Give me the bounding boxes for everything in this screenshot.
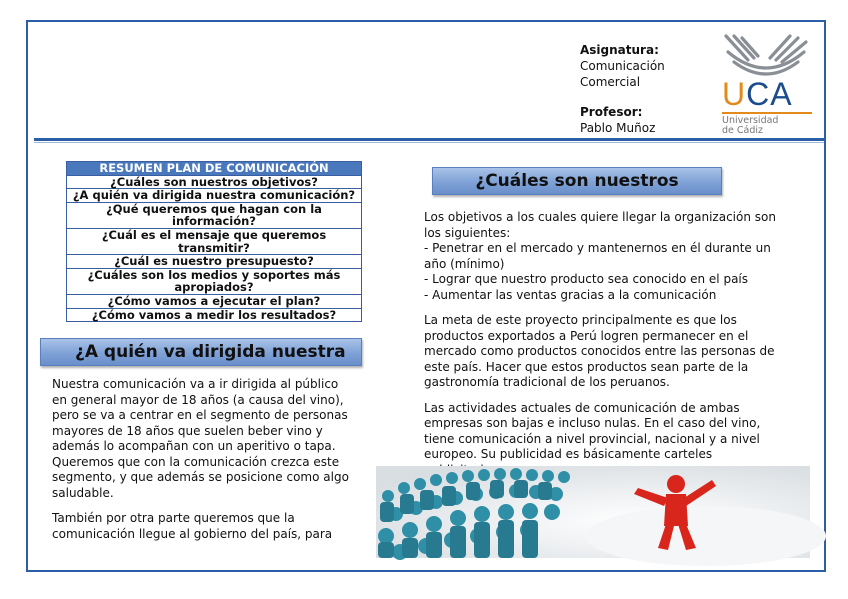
summary-table: [66, 161, 362, 322]
crowd-illustration-icon: [376, 466, 810, 558]
uca-wordmark: UCA: [722, 76, 793, 112]
subject-label: Asignatura:: [580, 43, 659, 57]
crowd-leader-image: [376, 466, 810, 558]
table-row: ¿Cómo vamos a ejecutar el plan?: [67, 294, 362, 308]
table-row: ¿Qué queremos que hagan con la información?: [67, 202, 362, 228]
subject-value-line1: Comunicación: [580, 59, 665, 73]
paragraph: También por otra parte queremos que la comunicación llegue al gobierno del país, para: [52, 511, 333, 541]
paragraph: La meta de este proyecto principalmente es que los productos exportados a Perú logren permanecer en el mercado como productos conocidos entre las personas de este país. Hacer que estos productos sean parte de la gastronomía tradicional de los peruanos.: [424, 313, 775, 389]
table-row: ¿A quién va dirigida nuestra comunicación?: [67, 189, 362, 203]
subject-value-line2: Comercial: [580, 75, 641, 89]
paragraph: - Lograr que nuestro producto sea conocido en el país: [424, 272, 749, 286]
summary-table-header: RESUMEN PLAN DE COMUNICACIÓN: [67, 162, 362, 176]
paragraph: Los objetivos a los cuales quiere llegar la organización son los siguientes:: [424, 210, 776, 240]
paragraph: - Aumentar las ventas gracias a la comunicación: [424, 287, 717, 302]
header-divider-shadow: [34, 142, 824, 143]
university-name: Universidad de Cádiz: [722, 115, 779, 136]
objectives-text: [424, 210, 784, 464]
paragraph: Las actividades actuales de comunicación de ambas empresas son bajas e incluso nulas. En el caso del vino, tiene comunicación a nivel provincial, nacional y a nivel europeo. Su publicidad es básicamente carteles: [424, 400, 761, 461]
table-row: ¿Cuál es el mensaje que queremos transmitir?: [67, 228, 362, 254]
uca-emblem-icon: [718, 32, 814, 78]
paragraph: - Penetrar en el mercado y mantenernos en él durante un año (mínimo): [424, 241, 771, 271]
university-logo: [718, 32, 814, 136]
audience-title-banner: ¿A quién va dirigida nuestra: [40, 338, 362, 366]
table-row: ¿Cuál es nuestro presupuesto?: [67, 255, 362, 269]
header-divider: [34, 138, 824, 141]
professor-label: Profesor:: [580, 105, 643, 119]
objectives-title-banner: ¿Cuáles son nuestros: [432, 167, 722, 195]
logo-accent-line: [722, 112, 812, 114]
course-info: [578, 40, 708, 133]
table-row: ¿Cuáles son los medios y soportes más apropiados?: [67, 268, 362, 294]
professor-value: Pablo Muñoz: [580, 121, 656, 135]
paragraph: Nuestra comunicación va a ir dirigida al público en general mayor de 18 años (a causa del vino), pero se va a centrar en el segmento de personas mayores de 18 años que suelen beber vino y además lo acompañan con un aperitivo o tapa. Queremos que con la comunicación crezca este segmento, y que además se posicione como algo saludable.: [52, 377, 349, 500]
table-row: ¿Cuáles son nuestros objetivos?: [67, 175, 362, 189]
audience-text: [52, 377, 352, 542]
table-row: ¿Cómo vamos a medir los resultados?: [67, 308, 362, 322]
